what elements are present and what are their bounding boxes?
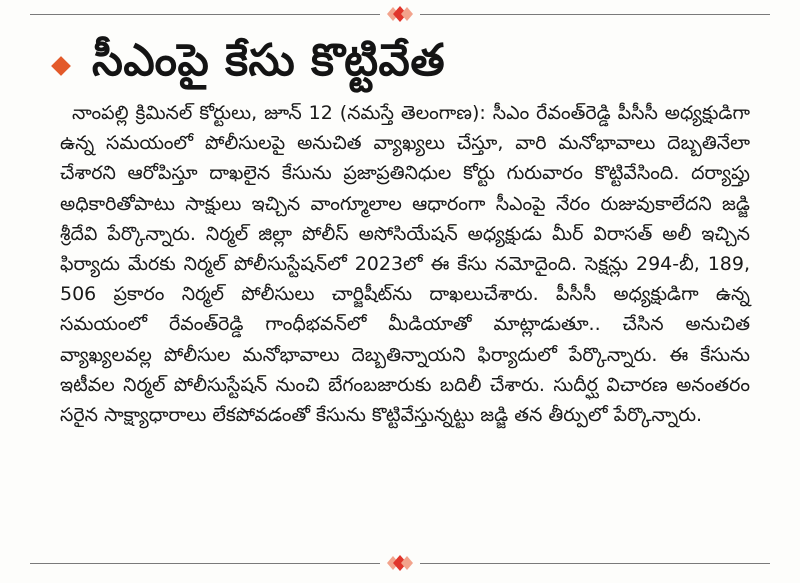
diamond-ornament-icon (380, 3, 420, 25)
article-headline (30, 30, 770, 102)
headline-text: సీఎంపై కేసు కొట్టివేత (92, 35, 446, 86)
diamond-ornament-icon (380, 552, 420, 574)
diamond-bullet-icon (51, 56, 71, 76)
article-body: నాంపల్లి క్రిమినల్ కోర్టులు, జూన్ 12 (నమస్తే తెలంగాణ): సీఎం రేవంత్‌రెడ్డి పీసీసీ అధ్యక్షుడిగా ఉన్న సమయంలో పోలీసులపై అనుచిత వ్యాఖ్యలు చేస్తూ, వారి మనోభావాలు దెబ్బతినేలా చేశారని ఆరోపిస్తూ దాఖలైన కేసును ప్రజాప్రతినిధుల కోర్టు గురువారం కొట్టివేసింది. దర్యాప్తు అధికారితోపాటు సాక్షులు ఇచ్చిన వాంగ్మూలాల ఆధారంగా సీఎంపై నేరం రుజువుకాలేదని జడ్జి శ్రీదేవి పేర్కొన్నారు. నిర్మల్ జిల్లా పోలీస్ అసోసియేషన్ అధ్యక్షుడు మీర్ విరాసత్ అలీ ఇచ్చిన ఫిర్యాదు మేరకు నిర్మల్ పోలీసుస్టేషన్‌లో 2023లో ఈ కేసు నమోదైంది. సెక్షన్లు 294-బీ, 189, 506 ప్రకారం నిర్మల్ పోలీసులు చార్జిషీట్‌ను దాఖలుచేశారు. పీసీసీ అధ్యక్షుడిగా ఉన్న సమయంలో రేవంత్‌రెడ్డి గాంధీభవన్‌లో మీడియాతో మాట్లాడుతూ.. చేసిన అనుచిత వ్యాఖ్యలవల్ల పోలీసుల మనోభావాలు దెబ్బతిన్నాయని ఫిర్యాదులో పేర్కొన్నారు. ఈ కేసును ఇటీవల నిర్మల్ పోలీసుస్టేషన్ నుంచి బేగంబజారుకు బదిలీ చేశారు. సుదీర్ఘ విచారణ అనంతరం సరైన సాక్ష్యాధారాలు లేకపోవడంతో కేసును కొట్టివేస్తున్నట్టు జడ్జి తన తీర్పులో పేర్కొన్నారు. (60, 102, 750, 427)
